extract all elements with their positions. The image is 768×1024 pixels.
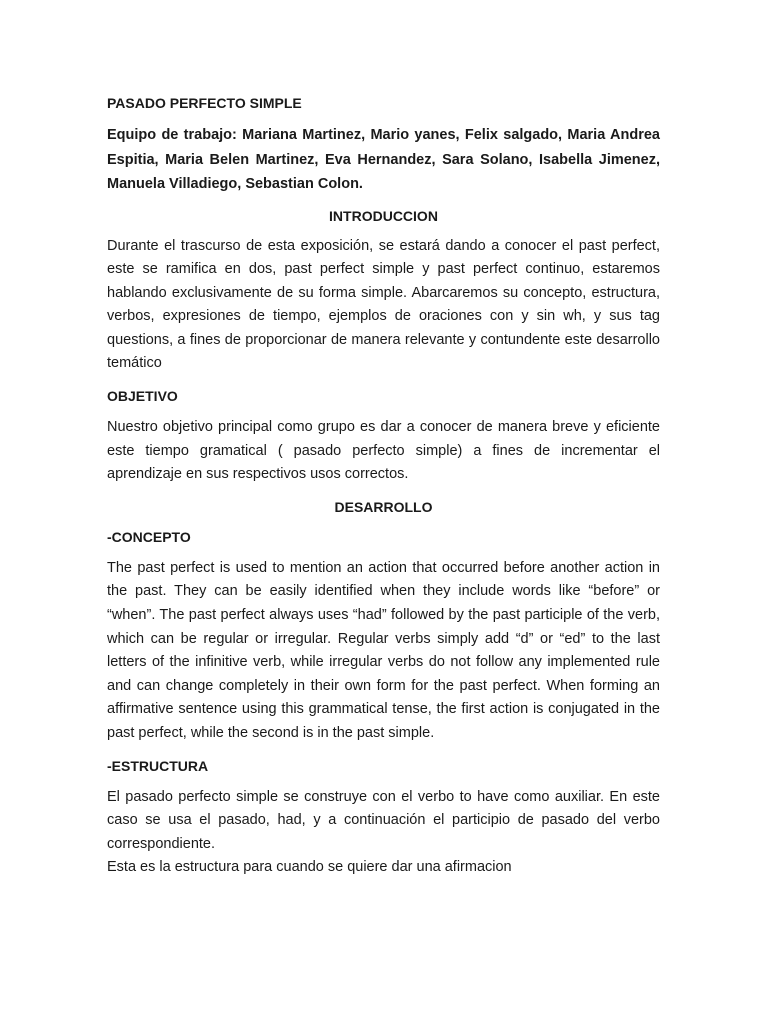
estructura-last-line: Esta es la estructura para cuando se quiere dar una afirmacion — [107, 859, 512, 876]
concepto-heading: -CONCEPTO — [107, 528, 191, 545]
team-members: Equipo de trabajo: Mariana Martinez, Mario yanes, Felix salgado, Maria Andrea Espitia, Maria Belen Martinez, Eva Hernandez, Sara Solano, Isabella Jimenez, Manuela Villadiego, Sebastian Colon. — [107, 127, 660, 192]
document-title: PASADO PERFECTO SIMPLE — [107, 95, 302, 111]
introduccion-paragraph: Durante el trascurso de esta exposición, se estará dando a conocer el past perfect, este se ramifica en dos, past perfect simple y past perfect continuo, estaremos hablando exclusivamente de su forma simple. Abarcaremos su concepto, estructura, verbos, expresiones de tiempo, ejemplos de oraciones con y sin wh, y sus tag questions, a fines de proporcionar de manera relevante y contundente este desarrollo temático — [107, 237, 660, 372]
concepto-paragraph: The past perfect is used to mention an action that occurred before another action in the past. They can be easily identified when they include words like “before” or “when”. The past perfect always uses “had” followed by the past participle of the verb, which can be regular or irregular. Regular verbs simply add “d” or “ed” to the last letters of the infinitive verb, while irregular verbs do not follow any implemented rule and can change completely in their own form for the past perfect. When forming an affirmative sentence using this grammatical tense, the first action is conjugated in the past perfect, while the second is in the past simple. — [107, 559, 660, 741]
estructura-heading: -ESTRUCTURA — [107, 757, 209, 774]
estructura-paragraph: El pasado perfecto simple se construye con el verbo to have como auxiliar. En este caso se usa el pasado, had, y a continuación el participio de pasado del verbo correspondiente. — [107, 788, 660, 852]
objetivo-paragraph: Nuestro objetivo principal como grupo es dar a conocer de manera breve y eficiente este tiempo gramatical ( pasado perfecto simple) a fines de incrementar el aprendizaje en sus respectivos usos correctos. — [107, 419, 660, 483]
objetivo-heading: OBJETIVO — [107, 388, 178, 405]
desarrollo-heading: DESARROLLO — [334, 498, 433, 515]
introduccion-heading: INTRODUCCION — [329, 207, 438, 224]
